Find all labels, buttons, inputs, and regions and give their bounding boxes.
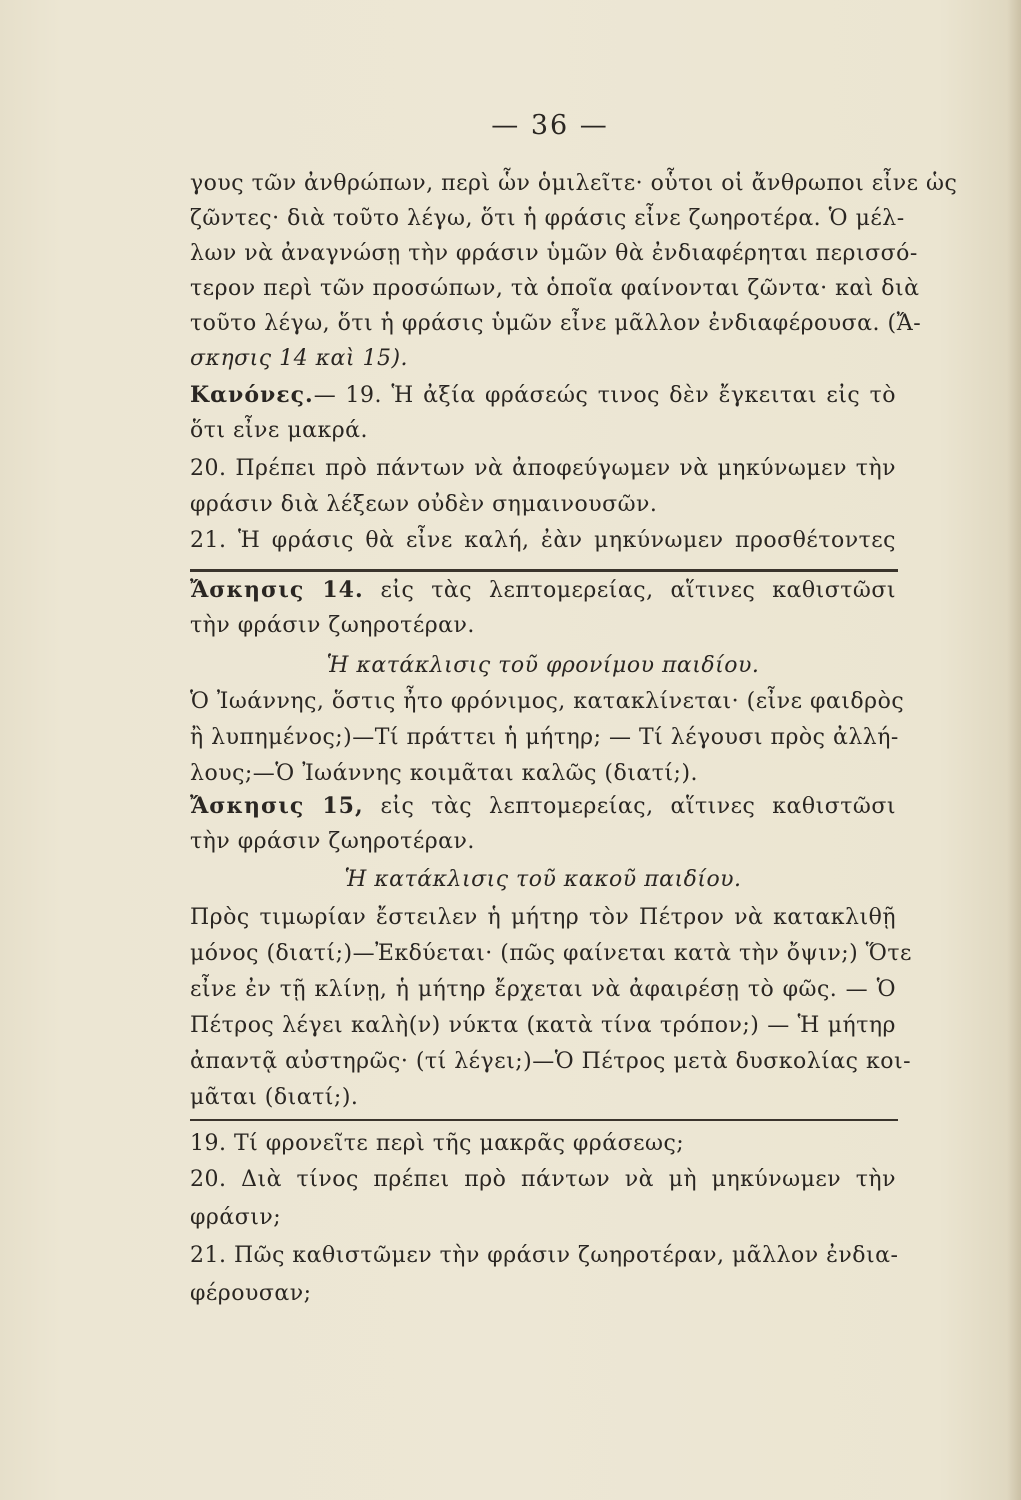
page-edge-shadow	[1007, 0, 1021, 1500]
question-19: 19. Τί φρονεῖτε περὶ τῆς μακρᾶς φράσεως;	[190, 1131, 685, 1156]
page-number: — 36 —	[491, 110, 609, 141]
exercise-14-instr-cont: τὴν φράσιν ζωηροτέραν.	[190, 613, 475, 638]
question-20: 20. Διὰ τίνος πρέπει πρὸ πάντων νὰ μὴ μηκύνωμεν τὴν	[190, 1167, 896, 1192]
rule-19	[190, 381, 896, 410]
text-line: ἀπαντᾷ αὐστηρῶς· (τί λέγει;)—Ὁ Πέτρος μετὰ δυσκολίας κοι-	[190, 1049, 912, 1074]
exercise-14-title: Ἡ κατάκλισις τοῦ φρονίμου παιδίου.	[326, 653, 760, 678]
text-line: εἶνε ἐν τῇ κλίνῃ, ἡ μήτηρ ἔρχεται νὰ ἀφαιρέσῃ τὸ φῶς. — Ὁ	[190, 977, 896, 1002]
question-20-cont: φράσιν;	[190, 1205, 282, 1230]
text-line: λους;—Ὁ Ἰωάννης κοιμᾶται καλῶς (διατί;).	[190, 761, 699, 786]
rule-21: 21. Ἡ φράσις θὰ εἶνε καλή, ἐὰν μηκύνωμεν προσθέτοντες	[190, 528, 896, 553]
text-line: Πρὸς τιμωρίαν ἔστειλεν ἡ μήτηρ τὸν Πέτρον νὰ κατακλιθῇ	[190, 905, 896, 930]
text-line: ἢ λυπημένος;)—Τί πράττει ἡ μήτηρ; — Τί λέγουσι πρὸς ἀλλή-	[190, 725, 899, 750]
questions-divider	[190, 1119, 898, 1121]
text-line: ζῶντες· διὰ τοῦτο λέγω, ὅτι ἡ φράσις εἶνε ζωηροτέρα. Ὁ μέλ-	[190, 206, 905, 231]
text-line: Ὁ Ἰωάννης, ὅστις ἦτο φρόνιμος, κατακλίνεται· (εἶνε φαιδρὸς	[190, 689, 905, 714]
rule-19-text: — 19. Ἡ ἀξία φράσεώς τινος δὲν ἔγκειται εἰς τὸ	[313, 383, 896, 408]
text-line: τοῦτο λέγω, ὅτι ἡ φράσις ὑμῶν εἶνε μᾶλλον ἐνδιαφέρουσα. (Ἄ-	[190, 311, 922, 336]
rule-20: 20. Πρέπει πρὸ πάντων νὰ ἀποφεύγωμεν νὰ μηκύνωμεν τὴν	[190, 456, 896, 481]
question-21-cont: φέρουσαν;	[190, 1281, 312, 1306]
rule-19-cont: ὅτι εἶνε μακρά.	[190, 418, 369, 443]
exercise-15-instr-cont: τὴν φράσιν ζωηροτέραν.	[190, 829, 475, 854]
question-21: 21. Πῶς καθιστῶμεν τὴν φράσιν ζωηροτέραν, μᾶλλον ἐνδια-	[190, 1243, 899, 1268]
exercise-15-instr-text: εἰς τὰς λεπτομερείας, αἵτινες καθιστῶσι	[380, 794, 896, 819]
text-line: μᾶται (διατί;).	[190, 1085, 359, 1110]
rule-20-cont: φράσιν διὰ λέξεων οὐδὲν σημαινουσῶν.	[190, 492, 658, 517]
text-line: γους τῶν ἀνθρώπων, περὶ ὧν ὁμιλεῖτε· οὗτοι οἱ ἄνθρωποι εἶνε ὡς	[190, 171, 958, 196]
text-line: λων νὰ ἀναγνώσῃ τὴν φράσιν ὑμῶν θὰ ἐνδιαφέρηται περισσό-	[190, 241, 918, 266]
exercise-15-title: Ἡ κατάκλισις τοῦ κακοῦ παιδίου.	[344, 867, 742, 892]
text-line: Πέτρος λέγει καλὴ(ν) νύκτα (κατὰ τίνα τρόπον;) — Ἡ μήτηρ	[190, 1013, 896, 1038]
exercise-15-heading: Ἄσκησις 15,	[190, 793, 364, 819]
exercise-14-instr-text: εἰς τὰς λεπτομερείας, αἵτινες καθιστῶσι	[380, 578, 896, 603]
text-line: σκησις 14 καὶ 15).	[190, 346, 409, 371]
rules-heading: Κανόνες.	[190, 382, 314, 408]
section-divider	[190, 569, 898, 572]
exercise-14-heading: Ἄσκησις 14.	[190, 577, 364, 603]
text-line: τερον περὶ τῶν προσώπων, τὰ ὁποῖα φαίνονται ζῶντα· καὶ διὰ	[190, 276, 920, 301]
exercise-15-instruction	[190, 792, 896, 821]
exercise-14-instruction	[190, 576, 896, 605]
text-line: μόνος (διατί;)—Ἐκδύεται· (πῶς φαίνεται κατὰ τὴν ὄψιν;) Ὅτε	[190, 941, 912, 966]
